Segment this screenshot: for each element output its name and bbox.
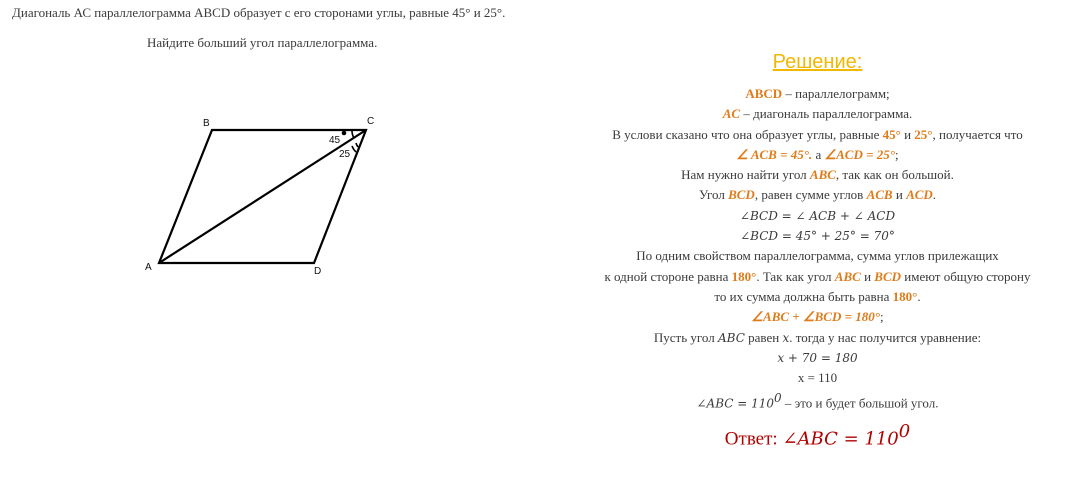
term-bcd: BCD [728, 187, 755, 203]
term-abc: ABC [834, 268, 861, 284]
problem-question: Найдите больший угол параллелограмма. [147, 35, 378, 50]
solution-line-9: По одним свойством параллелограмма, сумма углов прилежащих [636, 248, 999, 264]
text: . [932, 187, 937, 203]
term-bcd: BCD [874, 268, 902, 284]
text: ; [894, 146, 899, 162]
angle-acb-eq: ∠ ACB = 45°. [736, 146, 813, 162]
text: Пусть угол [653, 329, 718, 345]
value-25: 25° [914, 126, 933, 142]
text: то их сумма должна быть равна [714, 288, 893, 304]
vertex-label-c: C [367, 116, 375, 127]
value-45: 45° [882, 126, 901, 142]
text: Нам нужно найти угол [681, 167, 810, 183]
text: и [892, 187, 907, 203]
solution-line-16 [560, 388, 1075, 411]
variable-x: x [782, 330, 790, 345]
text: – диагональ параллелограмма. [740, 106, 913, 122]
term-ac: AC [722, 106, 741, 122]
vertex-label-a: A [145, 262, 152, 273]
answer-expression: ∠ABC = 110 [782, 428, 899, 450]
angle-acd-eq: ∠ACD = 25° [824, 146, 895, 162]
degree-superscript: 0 [898, 420, 911, 442]
term-acd: ACD [906, 187, 933, 203]
formula-bcd-value: ∠BCD = 45° + 25° = 70° [740, 229, 895, 244]
angle-label-45: 45 [329, 135, 341, 146]
angle-mark-dot [342, 131, 347, 136]
solution-block [560, 50, 1075, 450]
text: равен [744, 329, 783, 345]
text: . [917, 288, 921, 304]
angle-arc-45 [352, 130, 354, 138]
term-acb: ACB [866, 187, 893, 203]
diagonal-ac [159, 130, 366, 263]
text: – параллелограмм; [782, 86, 890, 101]
solution-line-10 [560, 267, 1075, 287]
vertex-label-d: D [314, 266, 322, 277]
vertex-label-b: B [203, 118, 210, 129]
problem-statement: Диагональ АС параллелограмма ABCD образует с его сторонами углы, равные 45° и 25°. [12, 5, 506, 20]
term-abcd: ABCD [745, 86, 783, 101]
solution-line-2 [560, 104, 1075, 124]
text: ; [879, 309, 884, 325]
formula-abc-value: ∠ABC = 110 [696, 396, 775, 411]
solution-line-1 [560, 84, 1075, 104]
angle-arc-25 [356, 143, 358, 147]
value-180: 180° [892, 288, 918, 304]
text: а [812, 146, 825, 162]
text: к одной стороне равна [604, 268, 732, 284]
text: В услови сказано что она образует углы, равные [612, 126, 883, 142]
angle-arc-25-inner [352, 146, 356, 152]
formula-bcd-sum: ∠BCD = ∠ ACB + ∠ ACD [739, 208, 896, 223]
text: – это и будет большой угол. [781, 395, 939, 411]
text: Угол [698, 187, 729, 203]
text: , равен сумме углов [754, 187, 867, 203]
answer-line [560, 421, 1075, 450]
text: , так как он большой. [835, 167, 954, 183]
value-180: 180° [731, 268, 757, 284]
parallelogram-figure [0, 0, 420, 300]
solution-line-6 [560, 185, 1075, 205]
text: . Так как угол [756, 268, 835, 284]
equation: x + 70 = 180 [777, 350, 858, 365]
solution-line-4 [560, 145, 1075, 165]
solution-line-13 [560, 328, 1075, 348]
text: и [900, 126, 915, 142]
solution-line-11 [560, 287, 1075, 307]
degree-superscript: 0 [774, 391, 782, 406]
text: и [860, 268, 875, 284]
text: имеют общую сторону [901, 268, 1031, 284]
text: , получается что [932, 126, 1023, 142]
solution-line-5 [560, 165, 1075, 185]
formula-angle-sum: ∠ABC + ∠BCD = 180° [751, 309, 880, 325]
equation-result: x = 110 [797, 370, 838, 386]
term-abc: ABC [717, 330, 745, 345]
text: . тогда у нас получится уравнение: [789, 329, 982, 345]
angle-label-25: 25 [339, 149, 351, 160]
solution-line-12 [560, 307, 1075, 327]
answer-label: Ответ: [724, 428, 783, 450]
solution-title: Решение: [772, 51, 863, 73]
solution-line-3 [560, 125, 1075, 145]
term-abc: ABC [809, 167, 836, 183]
